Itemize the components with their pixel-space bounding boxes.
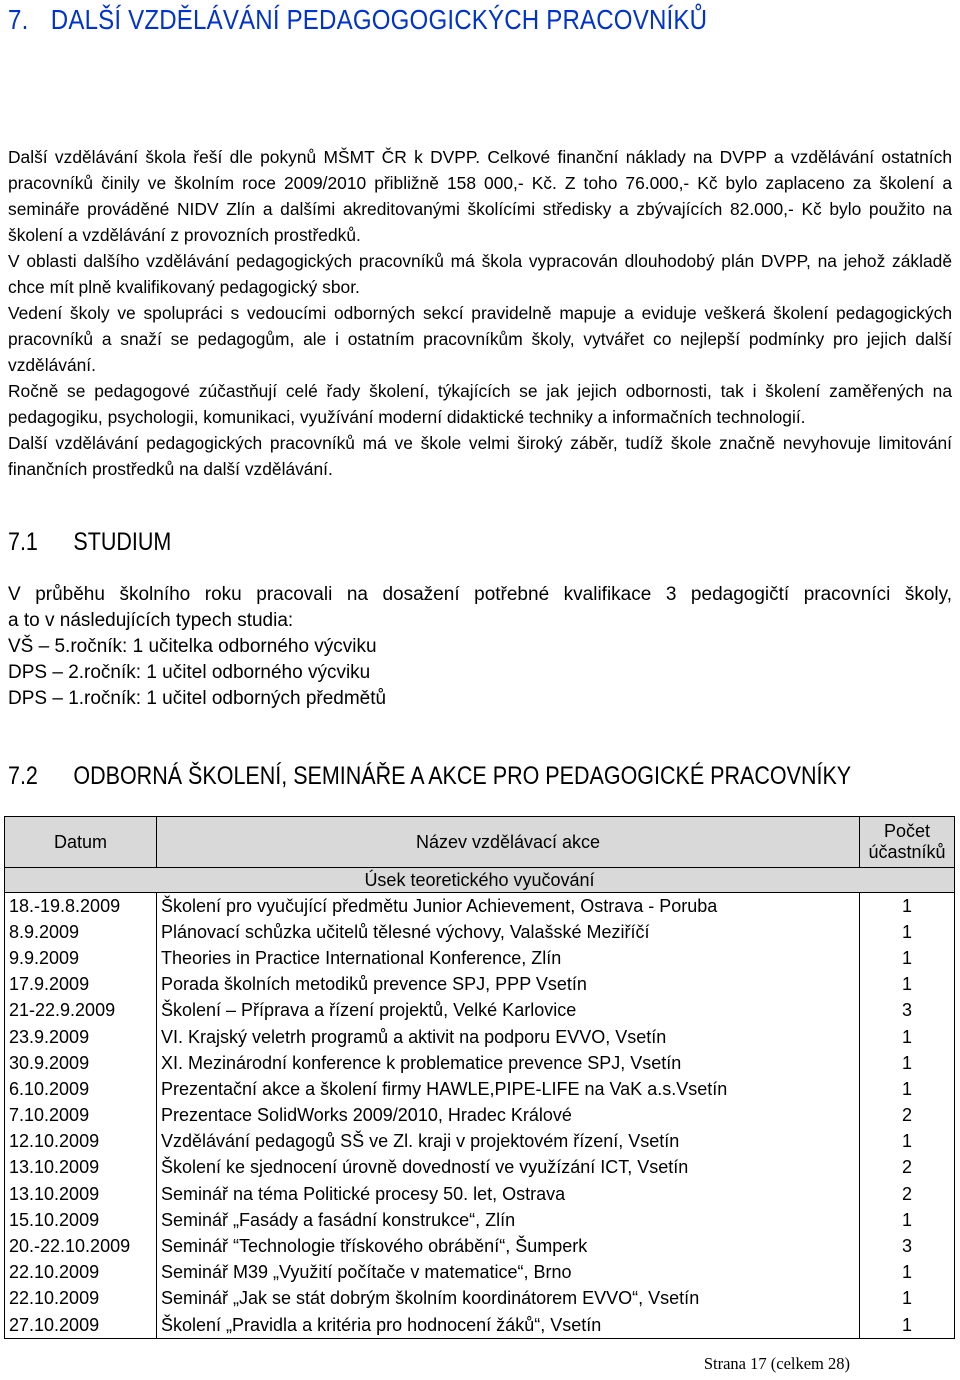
table-row (5, 1024, 955, 1050)
cell-name: VI. Krajský veletrh programů a aktivit na podporu EVVO, Vsetín (157, 1024, 860, 1050)
section-heading-odborna (8, 762, 851, 791)
table-row (5, 998, 955, 1024)
cell-date: 12.10.2009 (5, 1129, 157, 1155)
cell-count: 1 (860, 1129, 955, 1155)
studium-intro-line: a to v následujících typech studia: (8, 610, 294, 631)
cell-name: Theories in Practice International Konference, Zlín (157, 945, 860, 971)
cell-date: 9.9.2009 (5, 945, 157, 971)
cell-name: Seminář „Fasády a fasádní konstrukce“, Zlín (157, 1207, 860, 1233)
page-footer: Strana 17 (celkem 28) (703, 1354, 850, 1373)
cell-count: 1 (860, 893, 955, 920)
cell-count: 3 (860, 998, 955, 1024)
table-row (5, 1103, 955, 1129)
table-section-row (5, 868, 955, 893)
cell-name: Školení – Příprava a řízení projektů, Velké Karlovice (157, 998, 860, 1024)
paragraph: Další vzdělávání pedagogických pracovníků má ve škole velmi široký záběr, tudíž škole značně nevyhovuje limitování finančních prostředků na další vzdělávání. (8, 433, 952, 479)
table-row (5, 1050, 955, 1076)
cell-count: 2 (860, 1155, 955, 1181)
cell-count: 1 (860, 1050, 955, 1076)
cell-count: 1 (860, 1207, 955, 1233)
header-count-line1: Počet (883, 821, 931, 841)
paragraph: Vedení školy ve spolupráci s vedoucími odborných sekcí pravidelně mapuje a eviduje veškerá školení pedagogických pracovníků a snaží se pedagogům, ale i ostatním pracovníkům školy, vytvářet co nejlepší podmínky pro jejich další vzdělávání. (8, 303, 952, 375)
section-label: Úsek teoretického vyučování (5, 868, 955, 893)
cell-name: Seminář na téma Politické procesy 50. let, Ostrava (157, 1181, 860, 1207)
cell-date: 13.10.2009 (5, 1155, 157, 1181)
cell-count: 3 (860, 1233, 955, 1259)
cell-name: Prezentace SolidWorks 2009/2010, Hradec Králové (157, 1103, 860, 1129)
cell-date: 23.9.2009 (5, 1024, 157, 1050)
cell-name: Porada školních metodiků prevence SPJ, PPP Vsetín (157, 972, 860, 998)
studium-intro-line: V průběhu školního roku pracovali na dosažení potřebné kvalifikace 3 pedagogičtí pracovníci školy, (8, 584, 952, 605)
paragraph: Ročně se pedagogové zúčastňují celé řady školení, týkajících se jak jejich odbornosti, tak i školení zaměřených na pedagogiku, psychologii, komunikaci, využívání moderní didaktické techniky a informačních technologií. (8, 381, 952, 427)
cell-count: 1 (860, 972, 955, 998)
cell-count: 2 (860, 1181, 955, 1207)
studium-text (8, 582, 952, 712)
cell-count: 1 (860, 919, 955, 945)
header-name: Název vzdělávací akce (157, 817, 860, 868)
cell-date: 22.10.2009 (5, 1260, 157, 1286)
cell-date: 20.-22.10.2009 (5, 1233, 157, 1259)
cell-count: 1 (860, 945, 955, 971)
section-heading-studium (8, 528, 171, 557)
table-row (5, 945, 955, 971)
cell-count: 1 (860, 1260, 955, 1286)
chapter-heading (8, 4, 707, 36)
table-row (5, 1181, 955, 1207)
cell-name: Seminář „Jak se stát dobrým školním koordinátorem EVVO“, Vsetín (157, 1286, 860, 1312)
chapter-title: DALŠÍ VZDĚLÁVÁNÍ PEDAGOGOGICKÝCH PRACOVNÍKŮ (50, 4, 708, 35)
table-row (5, 1312, 955, 1339)
cell-date: 13.10.2009 (5, 1181, 157, 1207)
cell-date: 8.9.2009 (5, 919, 157, 945)
cell-name: Seminář M39 „Využití počítače v matematice“, Brno (157, 1260, 860, 1286)
cell-date: 30.9.2009 (5, 1050, 157, 1076)
cell-date: 27.10.2009 (5, 1312, 157, 1339)
cell-date: 17.9.2009 (5, 972, 157, 998)
cell-count: 1 (860, 1312, 955, 1339)
table-row (5, 1233, 955, 1259)
paragraph: Další vzdělávání škola řeší dle pokynů MŠMT ČR k DVPP. Celkové finanční náklady na DVPP a vzdělávání ostatních pracovníků činily ve školním roce 2009/2010 přibližně 158 000,- Kč. Z toho 76.000,- Kč bylo zaplaceno za školení a semináře prováděné NIDV Zlín a dalšími akreditovanými školícími středisky a zbývajících 82.000,- Kč bylo použito na školení a vzdělávání z provozních prostředků. (8, 147, 952, 245)
cell-date: 21-22.9.2009 (5, 998, 157, 1024)
studium-item: DPS – 1.ročník: 1 učitel odborných předmětů (8, 688, 387, 709)
cell-name: Prezentační akce a školení firmy HAWLE,PIPE-LIFE na VaK a.s.Vsetín (157, 1076, 860, 1102)
cell-name: Vzdělávání pedagogů SŠ ve Zl. kraji v projektovém řízení, Vsetín (157, 1129, 860, 1155)
header-count-line2: účastníků (868, 842, 946, 862)
cell-name: Plánovací schůzka učitelů tělesné výchovy, Valašské Meziříčí (157, 919, 860, 945)
studium-item: DPS – 2.ročník: 1 učitel odborného výcviku (8, 662, 371, 683)
cell-name: XI. Mezinárodní konference k problematice prevence SPJ, Vsetín (157, 1050, 860, 1076)
cell-date: 15.10.2009 (5, 1207, 157, 1233)
cell-name: Seminář “Technologie třískového obrábění“, Šumperk (157, 1233, 860, 1259)
cell-count: 2 (860, 1103, 955, 1129)
section-number: 7.2 (8, 762, 38, 790)
table-header-row (5, 817, 955, 868)
studium-item: VŠ – 5.ročník: 1 učitelka odborného výcviku (8, 636, 377, 657)
table-row (5, 1286, 955, 1312)
table-row (5, 919, 955, 945)
table-row (5, 893, 955, 920)
section-title: STUDIUM (73, 528, 172, 556)
cell-name: Školení pro vyučující předmětu Junior Achievement, Ostrava - Poruba (157, 893, 860, 920)
table-row (5, 972, 955, 998)
intro-text (8, 144, 952, 482)
cell-date: 18.-19.8.2009 (5, 893, 157, 920)
trainings-table (4, 816, 955, 1339)
header-count (860, 817, 955, 868)
table-row (5, 1129, 955, 1155)
cell-date: 7.10.2009 (5, 1103, 157, 1129)
table-row (5, 1207, 955, 1233)
cell-name: Školení „Pravidla a kritéria pro hodnocení žáků“, Vsetín (157, 1312, 860, 1339)
section-number: 7.1 (8, 528, 38, 556)
cell-date: 6.10.2009 (5, 1076, 157, 1102)
cell-count: 1 (860, 1286, 955, 1312)
header-date: Datum (5, 817, 157, 868)
cell-name: Školení ke sjednocení úrovně dovedností ve využízání ICT, Vsetín (157, 1155, 860, 1181)
chapter-number: 7. (8, 4, 29, 35)
table-row (5, 1155, 955, 1181)
cell-count: 1 (860, 1024, 955, 1050)
cell-date: 22.10.2009 (5, 1286, 157, 1312)
table-row (5, 1260, 955, 1286)
cell-count: 1 (860, 1076, 955, 1102)
table-row (5, 1076, 955, 1102)
section-title: ODBORNÁ ŠKOLENÍ, SEMINÁŘE A AKCE PRO PEDAGOGICKÉ PRACOVNÍKY (73, 762, 852, 790)
paragraph: V oblasti dalšího vzdělávání pedagogických pracovníků má škola vypracován dlouhodobý plán DVPP, na jehož základě chce mít plně kvalifikovaný pedagogický sbor. (8, 251, 952, 297)
